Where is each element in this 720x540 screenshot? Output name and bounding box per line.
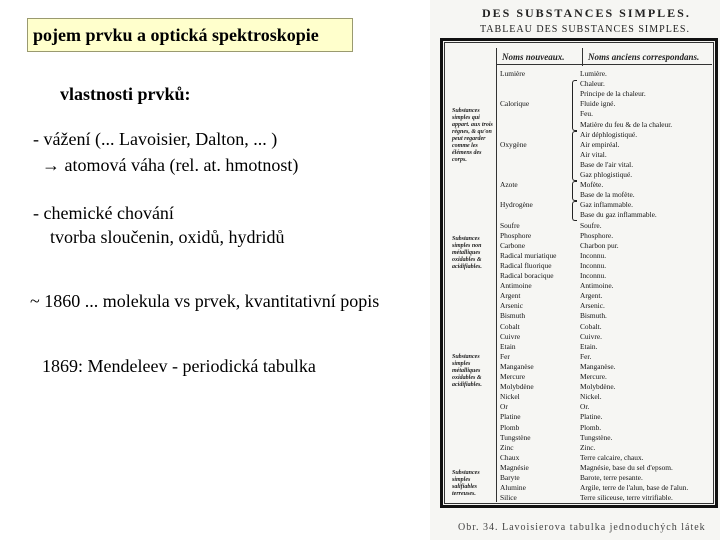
old-name-cell: Air vital. — [580, 150, 607, 159]
new-name-cell: Plomb — [500, 423, 520, 432]
table-row — [500, 323, 710, 333]
old-name-cell: Mofète. — [580, 181, 604, 190]
chemical-behavior-line: - chemické chování — [33, 203, 174, 223]
table-row — [500, 434, 710, 444]
old-name-cell: Inconnu. — [580, 251, 607, 260]
slide-title: pojem prvku a optická spektroskopie — [27, 18, 353, 52]
table-row — [500, 494, 710, 504]
scan-subheading: TABLEAU DES SUBSTANCES SIMPLES. — [480, 24, 690, 35]
old-name-cell: Molybdène. — [580, 383, 616, 392]
new-name-cell: Argent — [500, 292, 521, 301]
table-row — [500, 444, 710, 454]
old-name-cell: Charbon pur. — [580, 241, 619, 250]
table-row — [500, 110, 710, 120]
old-name-cell: Bismuth. — [580, 312, 607, 321]
group-label: Substances simples qui appart. aux trois règnes, & qu'on peut regarder comme les élémens des corps. — [452, 108, 493, 163]
old-name-cell: Principe de la chaleur. — [580, 90, 646, 99]
table-row — [500, 333, 710, 343]
old-name-cell: Lumière. — [580, 70, 607, 78]
old-name-cell: Air empiréal. — [580, 140, 620, 149]
figure-caption: Obr. 34. Lavoisierova tabulka jednoduchých látek — [458, 522, 706, 533]
table-row — [500, 373, 710, 383]
old-name-cell: Base de la mofète. — [580, 191, 635, 200]
table-row — [500, 252, 710, 262]
new-name-cell: Tungstène — [500, 433, 531, 442]
old-name-cell: Gaz phlogistiqué. — [580, 171, 633, 179]
old-name-cell: Manganèse. — [580, 362, 616, 371]
table-row — [500, 151, 710, 161]
table-row — [500, 242, 710, 252]
table-row — [500, 131, 710, 141]
weighing-line: - vážení (... Lavoisier, Dalton, ... ) — [33, 129, 278, 149]
old-name-cell: Terre calcaire, chaux. — [580, 453, 644, 462]
new-name-cell: Radical muriatique — [500, 251, 557, 260]
old-name-cell: Tungstène. — [580, 433, 613, 442]
table-row — [500, 383, 710, 393]
table-row — [500, 211, 710, 221]
old-name-cell: Etain. — [580, 342, 598, 351]
new-name-cell: Nickel — [500, 393, 520, 402]
mendeleev-line: 1869: Mendeleev - periodická tabulka — [42, 356, 316, 376]
new-name-cell: Cuivre — [500, 332, 521, 341]
new-name-cell: Chaux — [500, 453, 520, 462]
table-row — [500, 353, 710, 363]
new-name-cell: Etain — [500, 342, 516, 351]
old-name-cell: Barote, terre pesante. — [580, 474, 643, 482]
new-name-cell: Antimoine — [500, 282, 532, 291]
atomic-weight-line: → atomová váha (rel. at. hmotnost) — [42, 155, 299, 175]
lavoisier-table-scan — [430, 0, 720, 540]
table-row — [500, 403, 710, 413]
table-row — [500, 161, 710, 171]
old-name-cell: Inconnu. — [580, 261, 607, 270]
table-row — [500, 70, 710, 80]
table-row — [500, 90, 710, 100]
new-name-cell: Magnésie — [500, 463, 529, 472]
table-row — [500, 343, 710, 353]
scan-heading: DES SUBSTANCES SIMPLES. — [482, 6, 691, 20]
old-name-cell: Zinc. — [580, 443, 596, 452]
table-row — [500, 393, 710, 403]
old-name-cell: Cobalt. — [580, 322, 602, 331]
table-row — [500, 171, 710, 181]
grouping-brace — [572, 201, 577, 221]
table-row — [500, 191, 710, 201]
old-name-cell: Argile, terre de l'alun, base de l'alun. — [580, 484, 689, 493]
table-row — [500, 484, 710, 494]
new-name-cell: Molybdène — [500, 383, 534, 392]
old-name-cell: Nickel. — [580, 393, 602, 402]
new-name-cell: Radical boracique — [500, 272, 554, 280]
old-name-cell: Platine. — [580, 413, 603, 422]
table-row — [500, 201, 710, 211]
grouping-brace — [572, 131, 577, 182]
new-name-cell: Lumière — [500, 70, 526, 78]
old-name-cell: Gaz inflammable. — [580, 201, 633, 210]
table-row — [500, 424, 710, 434]
group-label: Substances simples salifiables terreuses. — [452, 470, 480, 497]
old-name-cell: Arsenic. — [580, 302, 605, 311]
new-name-cell: Baryte — [500, 474, 520, 482]
column-divider — [496, 48, 497, 502]
table-row — [500, 454, 710, 464]
column-header-new-names: Noms nouveaux. — [502, 52, 565, 62]
group-label: Substances simples métalliques oxidables & acidifiables. — [452, 354, 482, 388]
properties-heading: vlastnosti prvků: — [60, 84, 191, 104]
new-name-cell: Manganèse — [500, 362, 534, 371]
new-name-cell: Platine — [500, 413, 521, 422]
old-name-cell: Fer. — [580, 352, 592, 361]
new-name-cell: Zinc — [500, 443, 514, 452]
new-name-cell: Soufre — [500, 221, 520, 230]
table-row — [500, 141, 710, 151]
old-name-cell: Feu. — [580, 110, 593, 119]
table-row — [500, 312, 710, 322]
new-name-cell: Phosphore — [500, 231, 532, 240]
table-row — [500, 100, 710, 110]
new-name-cell: Azote — [500, 181, 518, 190]
new-name-cell: Carbone — [500, 241, 526, 250]
table-row — [500, 181, 710, 191]
table-row — [500, 292, 710, 302]
table-row — [500, 363, 710, 373]
old-name-cell: Argent. — [580, 292, 603, 301]
new-name-cell: Oxygène — [500, 140, 527, 149]
new-name-cell: Or — [500, 403, 508, 412]
column-header-old-names: Noms anciens correspondans. — [588, 52, 700, 62]
old-name-cell: Plomb. — [580, 423, 602, 432]
new-name-cell: Bismuth — [500, 312, 526, 321]
old-name-cell: Soufre. — [580, 221, 602, 230]
molecule-line: ~ 1860 ... molekula vs prvek, kvantitativní popis — [30, 291, 380, 311]
new-name-cell: Silice — [500, 494, 517, 503]
table-row — [500, 302, 710, 312]
new-name-cell: Cobalt — [500, 322, 520, 331]
table-row — [500, 272, 710, 282]
old-name-cell: Base de l'air vital. — [580, 160, 634, 169]
new-name-cell: Arsenic — [500, 302, 523, 311]
group-label: Substances simples non métalliques oxidables & acidifiables. — [452, 236, 482, 270]
old-name-cell: Inconnu. — [580, 272, 607, 280]
old-name-cell: Antimoine. — [580, 282, 614, 291]
old-name-cell: Base du gaz inflammable. — [580, 211, 657, 220]
old-name-cell: Chaleur. — [580, 80, 605, 89]
table-row — [500, 282, 710, 292]
compounds-line: tvorba sloučenin, oxidů, hydridů — [50, 227, 285, 247]
grouping-brace — [572, 181, 577, 201]
table-row — [500, 232, 710, 242]
old-name-cell: Terre siliceuse, terre vitrifiable. — [580, 494, 673, 503]
table-row — [500, 262, 710, 272]
old-name-cell: Or. — [580, 403, 590, 412]
old-name-cell: Matière du feu & de la chaleur. — [580, 120, 673, 129]
grouping-brace — [572, 80, 577, 131]
old-name-cell: Fluide igné. — [580, 100, 616, 109]
table-row — [500, 121, 710, 131]
old-name-cell: Mercure. — [580, 373, 607, 381]
old-name-cell: Cuivre. — [580, 332, 602, 341]
new-name-cell: Alumine — [500, 484, 526, 493]
old-name-cell: Air déphlogistiqué. — [580, 130, 638, 139]
header-rule — [496, 64, 712, 65]
new-name-cell: Fer — [500, 352, 510, 361]
table-row — [500, 222, 710, 232]
table-row — [500, 464, 710, 474]
new-name-cell: Calorique — [500, 100, 530, 109]
old-name-cell: Phosphore. — [580, 231, 614, 240]
new-name-cell: Radical fluorique — [500, 261, 552, 270]
old-name-cell: Magnésie, base du sel d'epsom. — [580, 463, 673, 472]
new-name-cell: Hydrogène — [500, 201, 533, 210]
new-name-cell: Mercure — [500, 373, 526, 381]
table-row — [500, 80, 710, 90]
table-row — [500, 474, 710, 484]
table-row — [500, 413, 710, 423]
